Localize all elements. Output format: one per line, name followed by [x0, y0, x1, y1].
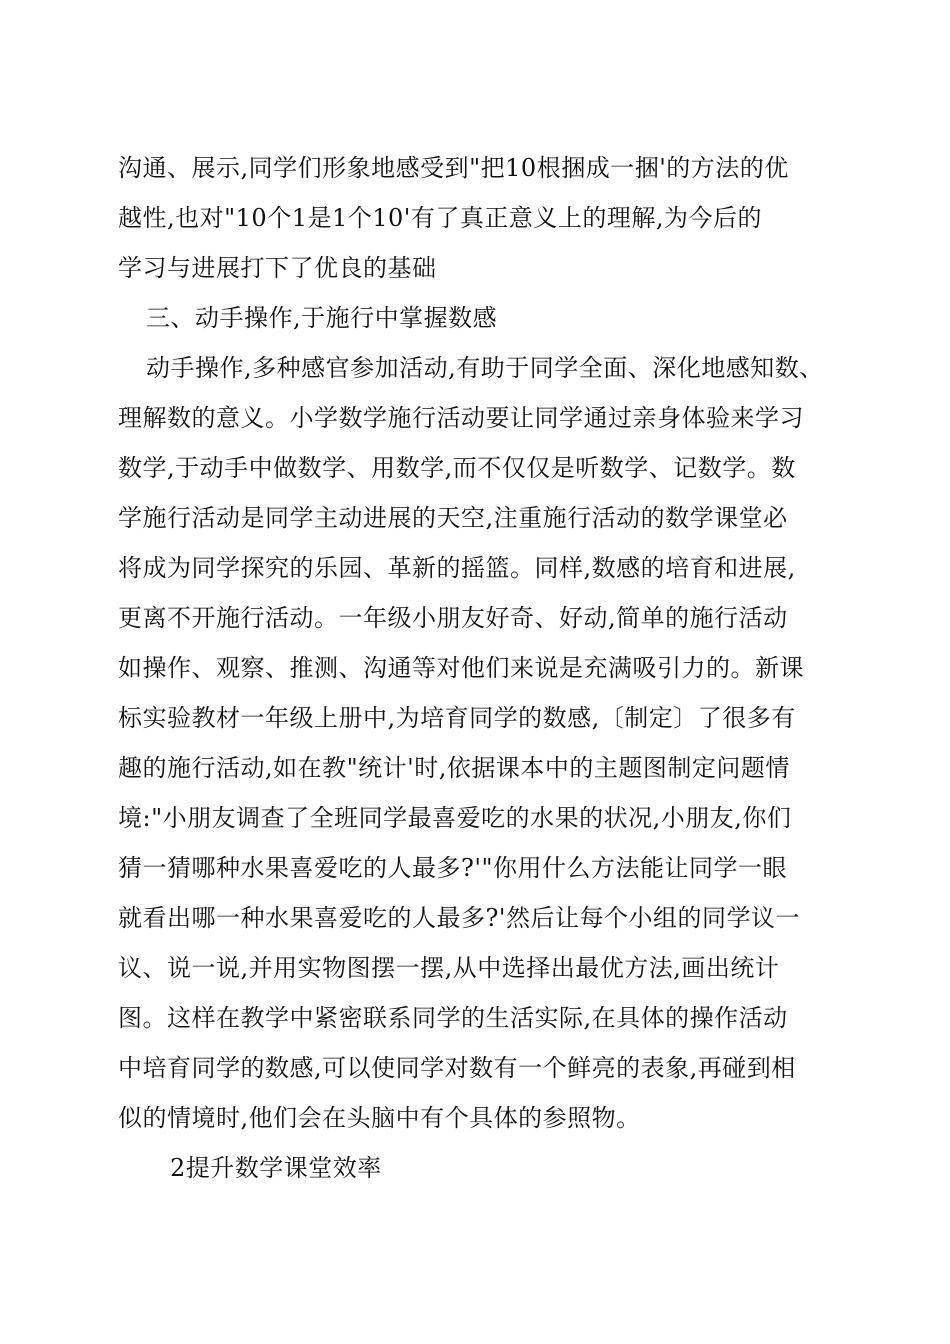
paragraph-line: 沟通、展示,同学们形象地感受到"把10根捆成一捆'的方法的优: [118, 154, 789, 182]
paragraph-line: 动手操作,多种感官参加活动,有助于同学全面、深化地感知数、: [146, 354, 824, 382]
paragraph-line: 学施行活动是同学主动进展的天空,注重施行活动的数学课堂必: [118, 504, 788, 532]
paragraph-line: 理解数的意义。小学数学施行活动要让同学通过亲身体验来学习: [118, 404, 804, 432]
paragraph-line: 趣的施行活动,如在教"统计'时,依据课本中的主题图制定问题情: [118, 754, 790, 782]
section-heading: 三、动手操作,于施行中掌握数感: [146, 304, 498, 332]
paragraph-line: 将成为同学探究的乐园、革新的摇篮。同样,数感的培育和进展,: [118, 554, 796, 582]
paragraph-line: 图。这样在教学中紧密联系同学的生活实际,在具体的操作活动: [118, 1004, 788, 1032]
paragraph-line: 更离不开施行活动。一年级小朋友好奇、好动,简单的施行活动: [118, 604, 788, 632]
paragraph-line: 就看出哪一种水果喜爱吃的人最多?'然后让每个小组的同学议一: [118, 904, 800, 932]
paragraph-line: 标实验教材一年级上册中,为培育同学的数感,〔制定〕了很多有: [118, 704, 796, 732]
paragraph-line: 如操作、观察、推测、沟通等对他们来说是充满吸引力的。新课: [118, 654, 804, 682]
paragraph-line: 越性,也对"10个1是1个10'有了真正意义上的理解,为今后的: [118, 204, 763, 232]
paragraph-line: 数学,于动手中做数学、用数学,而不仅仅是听数学、记数学。数: [118, 454, 796, 482]
paragraph-line: 议、说一说,并用实物图摆一摆,从中选择出最优方法,画出统计: [118, 954, 780, 982]
paragraph-line: 似的情境时,他们会在头脑中有个具体的参照物。: [118, 1104, 641, 1132]
section-heading: 2提升数学课堂效率: [170, 1154, 382, 1182]
paragraph-line: 猜一猜哪种水果喜爱吃的人最多?'"你用什么方法能让同学一眼: [118, 854, 788, 882]
paragraph-line: 境:"小朋友调查了全班同学最喜爱吃的水果的状况,小朋友,你们: [118, 804, 792, 832]
paragraph-line: 中培育同学的数感,可以使同学对数有一个鲜亮的表象,再碰到相: [118, 1054, 796, 1082]
paragraph-line: 学习与进展打下了优良的基础: [118, 254, 437, 282]
